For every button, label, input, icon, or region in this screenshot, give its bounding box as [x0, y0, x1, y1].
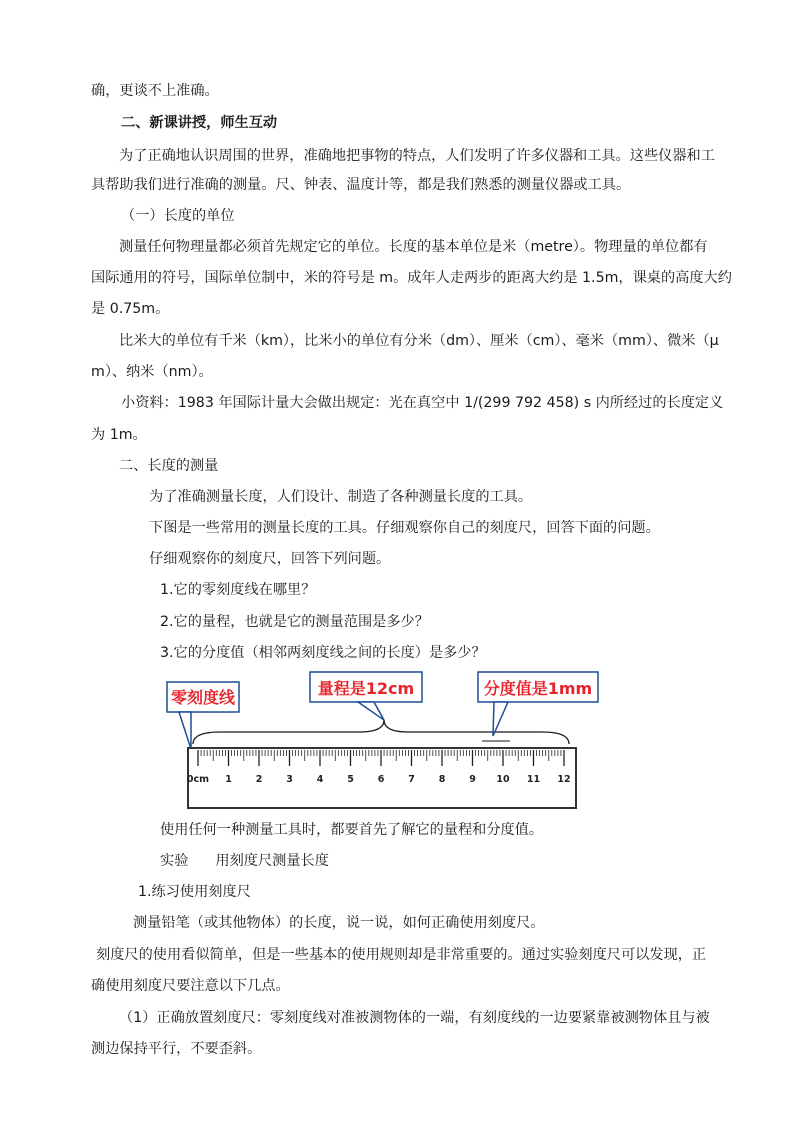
text-line: 是 0.75m。	[91, 301, 170, 317]
text-line: 确，更谈不上准确。	[91, 83, 219, 99]
text-line: 测量任何物理量都必须首先规定它的单位。长度的基本单位是米（metre）。物理量的单位都有	[119, 239, 708, 255]
question-item: 3.它的分度值（相邻两刻度线之间的长度）是多少？	[160, 645, 486, 661]
division-callout-pointer	[493, 702, 508, 736]
text-line: 下图是一些常用的测量长度的工具。仔细观察你自己的刻度尺，回答下面的问题。	[149, 520, 660, 536]
text-line: 为了正确地认识周围的世界，准确地把事物的特点，人们发明了许多仪器和工具。这些仪器和工	[119, 148, 715, 164]
zero-mark-callout	[167, 682, 239, 749]
text-line: 使用任何一种测量工具时，都要首先了解它的量程和分度值。	[160, 822, 544, 838]
question-item: 2.它的量程，也就是它的测量范围是多少？	[160, 614, 429, 630]
ruler-label: 5	[347, 774, 354, 785]
ruler-label: 3	[286, 774, 293, 785]
ruler-label: 11	[526, 774, 541, 785]
question-item: 1.它的零刻度线在哪里？	[160, 582, 316, 598]
ruler-label: 12	[557, 774, 571, 785]
text-line: 小资料：1983 年国际计量大会做出规定：光在真空中 1/(299 792 458) s 内所经过的长度定义	[121, 395, 724, 411]
ruler-label: 4	[316, 774, 324, 785]
range-callout-pointer	[358, 702, 384, 720]
text-line: m）、纳米（nm）。	[91, 364, 213, 380]
experiment-title: 实验 用刻度尺测量长度	[160, 853, 329, 869]
subsection-heading: 二、长度的测量	[119, 458, 219, 474]
text-line: 国际通用的符号，国际单位制中，米的符号是 m。成年人走两步的距离大约是 1.5m，课桌的高度大约	[91, 270, 732, 286]
ruler-label: 9	[469, 774, 476, 785]
ruler-label: 6	[377, 774, 385, 785]
text-line: 仔细观察你的刻度尺，回答下列问题。	[149, 551, 391, 567]
ruler-label: 8	[438, 774, 446, 785]
text-line: 1.练习使用刻度尺	[138, 884, 251, 900]
ruler-label: 1	[225, 774, 232, 785]
text-line: 为 1m。	[91, 427, 147, 443]
section-heading: 二、新课讲授，师生互动	[121, 115, 278, 131]
ruler-label: 7	[408, 774, 415, 785]
text-line: 确使用刻度尺要注意以下几点。	[91, 978, 290, 994]
range-label: 量程是12cm	[317, 679, 415, 698]
text-line: 刻度尺的使用看似简单，但是一些基本的使用规则却是非常重要的。通过实验刻度尺可以发现，正	[96, 947, 707, 963]
text-line: （1）正确放置刻度尺：零刻度线对准被测物体的一端，有刻度线的一边要紧靠被测物体且与被	[119, 1010, 710, 1026]
ruler-label: 2	[255, 774, 263, 785]
ruler-figure	[160, 664, 610, 814]
division-label: 分度值是1mm	[483, 679, 593, 698]
text-line: 测边保持平行，不要歪斜。	[91, 1041, 262, 1057]
text-line: 为了准确测量长度，人们设计、制造了各种测量长度的工具。	[149, 489, 533, 505]
zero-callout-pointer	[179, 712, 191, 749]
range-brace	[193, 720, 569, 744]
subsection-heading: （一）长度的单位	[121, 208, 235, 224]
text-line: 比米大的单位有千米（km），比米小的单位有分米（dm）、厘米（cm）、毫米（mm）、微米（μ	[119, 333, 719, 349]
zero-mark-label: 零刻度线	[170, 688, 236, 707]
text-line: 测量铅笔（或其他物体）的长度，说一说，如何正确使用刻度尺。	[133, 915, 545, 931]
ruler-label: 0cm	[186, 774, 210, 785]
ruler-label: 10	[496, 774, 510, 785]
text-line: 具帮助我们进行准确的测量。尺、钟表、温度计等，都是我们熟悉的测量仪器或工具。	[91, 177, 631, 193]
division-callout	[478, 672, 598, 741]
